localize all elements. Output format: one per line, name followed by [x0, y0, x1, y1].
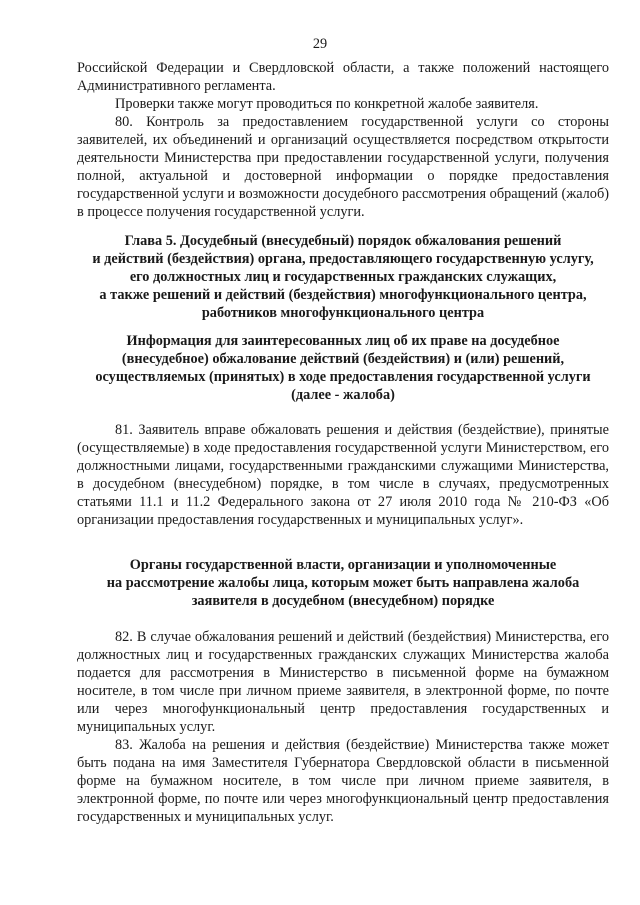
organs-heading-line: Органы государственной власти, организации и уполномоченные — [129, 557, 557, 573]
text-block-1 — [77, 59, 609, 221]
page-number: 29 — [312, 36, 328, 52]
info-heading — [60, 332, 626, 404]
chapter-heading-line: а также решений и действий (бездействия) многофункционального центра, — [99, 287, 587, 303]
organs-heading-line: на рассмотрение жалобы лица, которым может быть направлена жалоба — [106, 575, 580, 591]
paragraph-checks: Проверки также могут проводиться по конкретной жалобе заявителя. — [115, 96, 539, 112]
organs-heading-line: заявителя в досудебном (внесудебном) порядке — [191, 593, 495, 609]
info-heading-line: (внесудебное) обжалование действий (бездействия) и (или) решений, — [121, 351, 565, 367]
paragraph-80: 80. Контроль за предоставлением государственной услуги со стороны заявителей, их объединений и организаций осуществляется посредством открытости деятельности Министерства при предоставлении государственной услуги, получения полной, актуальной и достоверной информации о порядке предоставления государственной услуги и возможности досудебного рассмотрения обращений (жалоб) в процессе получения государственной услуги. — [77, 114, 609, 220]
chapter-heading — [60, 232, 626, 322]
info-heading-line: осуществляемых (принятых) в ходе предоставления государственной услуги — [95, 369, 591, 385]
organs-heading — [60, 556, 626, 610]
paragraph-continuation: Российской Федерации и Свердловской области, а также положений настоящего Административного регламента. — [77, 60, 609, 94]
info-heading-line: Информация для заинтересованных лиц об их праве на досудебное — [126, 333, 560, 349]
info-heading-line: (далее - жалоба) — [291, 387, 395, 403]
paragraph-82: 82. В случае обжалования решений и действий (бездействия) Министерства, его должностных лиц и государственных гражданских служащих Министерства жалоба подается для рассмотрения в Министерство в письменной форме на бумажном носителе, в том числе при личном приеме заявителя, в электронной форме, по почте или через многофункциональный центр предоставления государственных и муниципальных услуг. — [77, 629, 609, 735]
chapter-heading-line: и действий (бездействия) органа, предоставляющего государственную услугу, — [92, 251, 594, 267]
chapter-heading-line: его должностных лиц и государственных гражданских служащих, — [129, 269, 557, 285]
chapter-heading-line: Глава 5. Досудебный (внесудебный) порядок обжалования решений — [124, 233, 562, 249]
text-block-2 — [77, 421, 609, 529]
paragraph-83: 83. Жалоба на решения и действия (бездействие) Министерства также может быть подана на имя Заместителя Губернатора Свердловской области в письменной форме на бумажном носителе, в том числе при личном приеме заявителя, в электронной форме, по почте или через многофункциональный центр предоставления государственных и муниципальных услуг. — [77, 737, 609, 825]
paragraph-81: 81. Заявитель вправе обжаловать решения и действия (бездействие), принятые (осуществляемые) в ходе предоставления государственной услуги Министерством, его должностными лицами, государственными гражданскими служащими Министерства, в досудебном (внесудебном) порядке, в том числе в случаях, предусмотренных статьями 11.1 и 11.2 Федерального закона от 27 июля 2010 года № 210-ФЗ «Об организации предоставления государственных и муниципальных услуг». — [77, 422, 609, 528]
chapter-heading-line: работников многофункционального центра — [201, 305, 485, 321]
text-block-3 — [77, 628, 609, 826]
